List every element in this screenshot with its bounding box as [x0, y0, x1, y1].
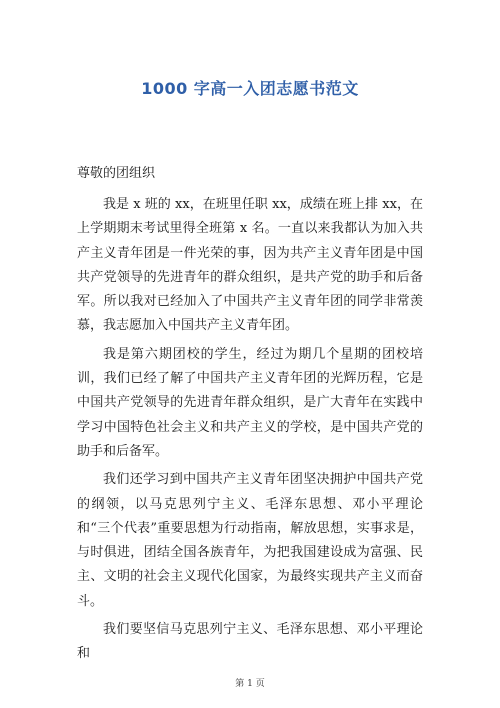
document-title: 1000 字高一入团志愿书范文 — [141, 79, 359, 98]
paragraph: 我们要坚信马克思列宁主义、毛泽东思想、邓小平理论和 — [77, 622, 423, 662]
salutation: 尊敬的团组织 — [77, 166, 156, 181]
paragraph: 我们还学习到中国共产主义青年团坚决拥护中国共产党的纲领，以马克思列宁主义、毛泽东思想、邓小平理论 和“三个代表”重要思想为行动指南，解放思想，实事求是，与时俱进，团结全国各族青年，为把我国建设成为富强、民主、文明的社会主义现代化国家，为最终实现共产主义而奋斗。 — [77, 472, 423, 609]
paragraph: 我是第六期团校的学生，经过为期几个星期的团校培训，我们已经了解了中国共产主义青年团的光辉历程，它是中国共产党领导的先进青年群众组织，是广大青年在实践中学习中国特色社会主义和共产主义的学校，是中国共产党的助手和后备军。 — [77, 346, 423, 459]
paragraph: 我是 x 班的 xx，在班里任职 xx，成绩在班上排 xx，在上学期期末考试里得全班第 x 名。一直以来我都认为加入共产主义青年团是一件光荣的事，因为共产主义青年团是中国共产党领导的先进青年的群众组织，是共产党的助手和后备军。所以我对已经加入了中国共产主义青年团的同学非常羡慕，我志愿加入中国共产主义青年团。 — [77, 197, 423, 334]
document-body — [77, 193, 423, 671]
page-number: 第 1 页 — [235, 679, 265, 689]
